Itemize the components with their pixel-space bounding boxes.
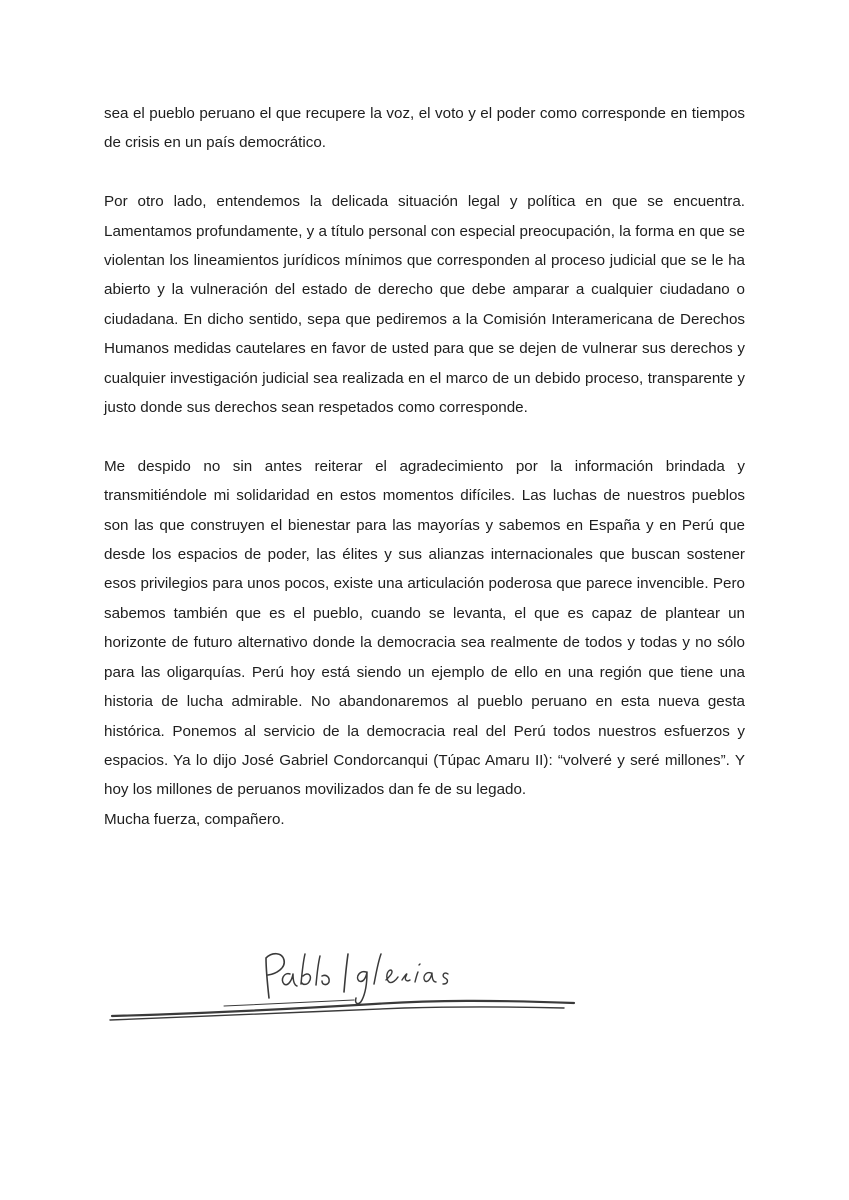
paragraph-2: Por otro lado, entendemos la delicada situación legal y política en que se encuentra. Lamentamos profundamente, y a título personal con especial preocupación, la forma en que se violentan los lineamientos jurídicos mínimos que corresponden al proceso judicial que se le ha abierto y la vulneración del estado de derecho que debe amparar a cualquier ciudadano o ciudadana. En dicho sentido, sepa que pediremos a la Comisión Interamericana de Derechos Humanos medidas cautelares en favor de usted para que se dejen de vulnerar sus derechos y cualquier investigación judicial sea realizada en el marco de un debido proceso, transparente y justo donde sus derechos sean respetados como corresponde.	[104, 193, 745, 417]
closing-line: Mucha fuerza, compañero.	[104, 810, 285, 828]
handwritten-signature	[104, 940, 584, 1030]
paragraph-3: Me despido no sin antes reiterar el agradecimiento por la información brindada y transmitiéndole mi solidaridad en estos momentos difíciles. Las luchas de nuestros pueblos son las que construyen el bienestar para las mayorías y sabemos en España y en Perú que desde los espacios de poder, las élites y sus alianzas internacionales que buscan sostener esos privilegios para unos pocos, existe una articulación poderosa que parece invencible. Pero sabemos también que es el pueblo, cuando se levanta, el que es capaz de plantear un horizonte de futuro alternativo donde la democracia sea realmente de todos y todas y no sólo para las oligarquías. Perú hoy está siendo un ejemplo de ello en una región que tiene una historia de lucha admirable. No abandonaremos al pueblo peruano en esta nueva gesta histórica. Ponemos al servicio de la democracia real del Perú todos nuestros esfuerzos y espacios. Ya lo dijo José Gabriel Condorcanqui (Túpac Amaru II): “volveré y seré millones”. Y hoy los millones de peruanos movilizados dan fe de su legado.	[104, 457, 745, 799]
letter-body	[104, 99, 745, 834]
paragraph-1: sea el pueblo peruano el que recupere la voz, el voto y el poder como corresponde en tiempos de crisis en un país democrático.	[104, 105, 745, 152]
